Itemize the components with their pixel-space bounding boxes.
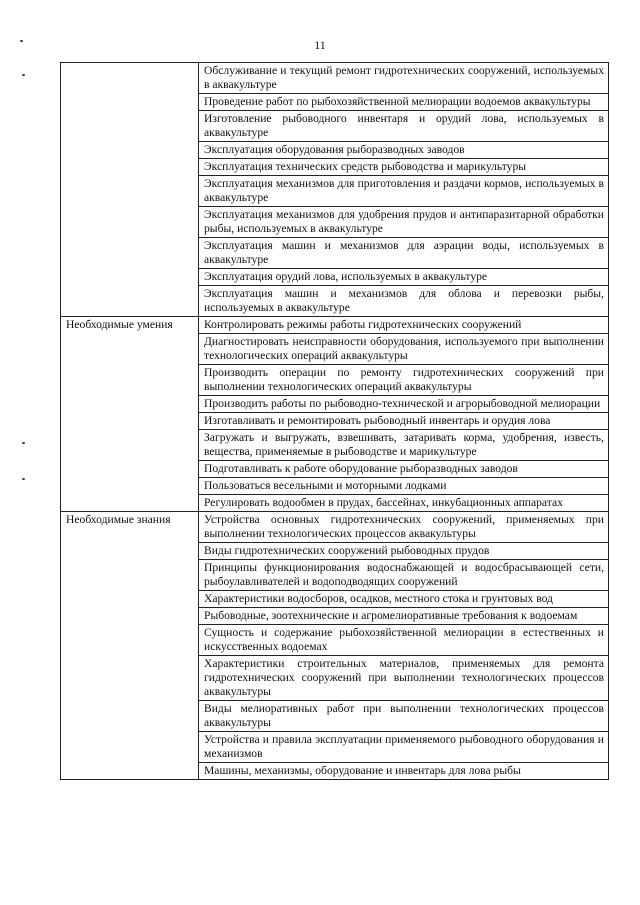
item-cell: Эксплуатация технических средств рыбоводства и марикультуры <box>199 159 609 176</box>
item-cell: Обслуживание и текущий ремонт гидротехнических сооружений, используемых в аквакультуре <box>199 63 609 94</box>
item-cell: Устройства и правила эксплуатации применяемого рыбоводного оборудования и механизмов <box>199 732 609 763</box>
item-cell: Виды гидротехнических сооружений рыбоводных прудов <box>199 543 609 560</box>
category-cell <box>61 63 199 317</box>
page-number: 11 <box>314 38 326 52</box>
item-cell: Принципы функционирования водоснабжающей и водосбрасывающей сети, рыбоулавливателей и водоподводящих сооружений <box>199 560 609 591</box>
requirements-table <box>60 62 609 780</box>
item-cell: Устройства основных гидротехнических сооружений, применяемых при выполнении технологических процессов аквакультуры <box>199 512 609 543</box>
item-cell: Изготовление рыбоводного инвентаря и орудий лова, используемых в аквакультуре <box>199 111 609 142</box>
item-cell: Эксплуатация машин и механизмов для облова и перевозки рыбы, используемых в аквакультуре <box>199 286 609 317</box>
category-cell: Необходимые умения <box>61 317 199 512</box>
item-cell: Рыбоводные, зоотехнические и агромелиоративные требования к водоемам <box>199 608 609 625</box>
item-cell: Контролировать режимы работы гидротехнических сооружений <box>199 317 609 334</box>
item-cell: Производить работы по рыбоводно-технической и агрорыбоводной мелиорации <box>199 396 609 413</box>
scan-mark <box>22 442 25 444</box>
item-cell: Виды мелиоративных работ при выполнении технологических процессов аквакультуры <box>199 701 609 732</box>
item-cell: Регулировать водообмен в прудах, бассейнах, инкубационных аппаратах <box>199 495 609 512</box>
item-cell: Эксплуатация оборудования рыборазводных заводов <box>199 142 609 159</box>
item-cell: Пользоваться весельными и моторными лодками <box>199 478 609 495</box>
item-cell: Характеристики строительных материалов, применяемых для ремонта гидротехнических сооружений при выполнении технологических процессов аквакультуры <box>199 656 609 701</box>
item-cell: Сущность и содержание рыбохозяйственной мелиорации в естественных и искусственных водоемах <box>199 625 609 656</box>
item-cell: Эксплуатация механизмов для приготовления и раздачи кормов, используемых в аквакультуре <box>199 176 609 207</box>
item-cell: Характеристики водосборов, осадков, местного стока и грунтовых вод <box>199 591 609 608</box>
scan-mark <box>22 478 25 480</box>
item-cell: Диагностировать неисправности оборудования, используемого при выполнении технологических операций аквакультуры <box>199 334 609 365</box>
table-row <box>61 512 609 543</box>
table-row <box>61 317 609 334</box>
item-cell: Эксплуатация механизмов для удобрения прудов и антипаразитарной обработки рыбы, используемых в аквакультуре <box>199 207 609 238</box>
item-cell: Машины, механизмы, оборудование и инвентарь для лова рыбы <box>199 763 609 780</box>
item-cell: Производить операции по ремонту гидротехнических сооружений при выполнении технологических операций аквакультуры <box>199 365 609 396</box>
item-cell: Загружать и выгружать, взвешивать, затаривать корма, удобрения, известь, вещества, применяемые в рыбоводстве и марикультуре <box>199 430 609 461</box>
item-cell: Подготавливать к работе оборудование рыборазводных заводов <box>199 461 609 478</box>
item-cell: Эксплуатация машин и механизмов для аэрации воды, используемых в аквакультуре <box>199 238 609 269</box>
scan-mark <box>20 40 23 42</box>
requirements-table-body <box>61 63 609 780</box>
item-cell: Проведение работ по рыбохозяйственной мелиорации водоемов аквакультуры <box>199 94 609 111</box>
item-cell: Изготавливать и ремонтировать рыбоводный инвентарь и орудия лова <box>199 413 609 430</box>
scan-mark <box>22 74 25 76</box>
item-cell: Эксплуатация орудий лова, используемых в аквакультуре <box>199 269 609 286</box>
category-cell: Необходимые знания <box>61 512 199 780</box>
table-row <box>61 63 609 94</box>
